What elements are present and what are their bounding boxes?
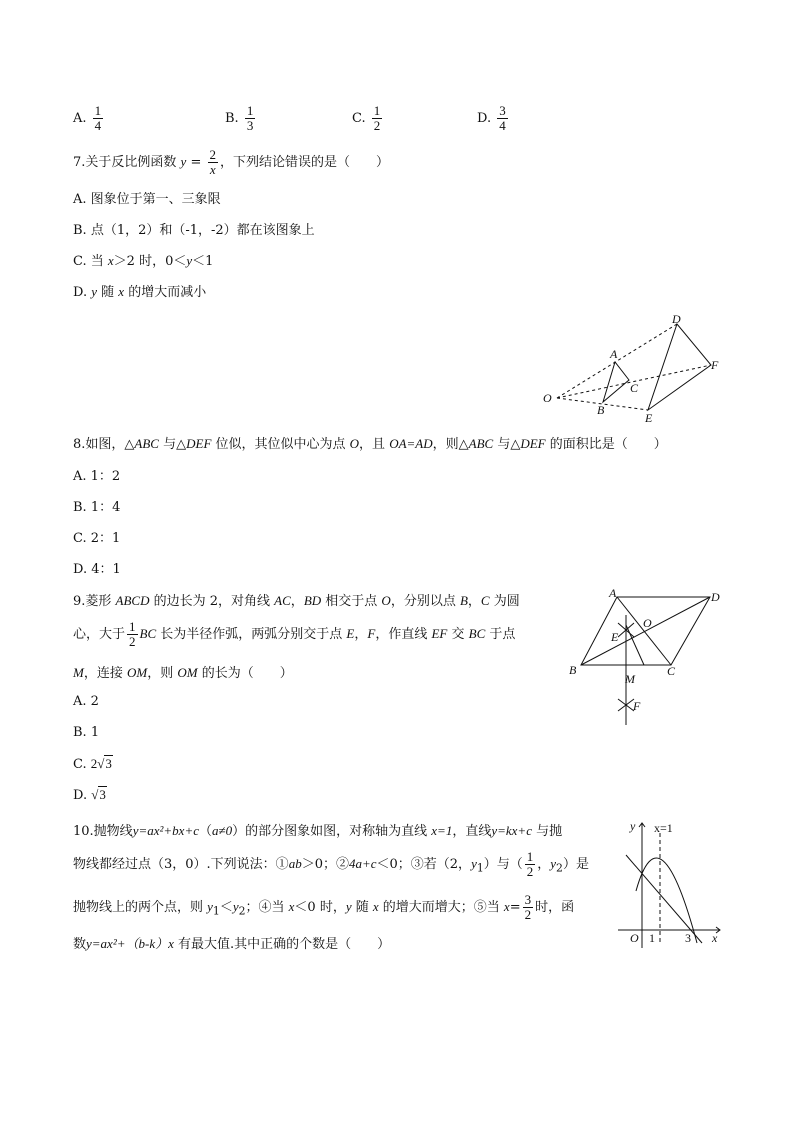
ray-od	[557, 324, 677, 398]
fraction: $\frac{1}{2}$	[526, 849, 534, 879]
fraction: $\frac{1}{3}$	[246, 103, 254, 133]
q9-stem-line-2: 心，大于 $\frac{1}{2}$ BC 长为半径作弧，两弧分别交于点 E，F，作直线 EF 交 BC 于点	[73, 619, 516, 649]
q7-stem: 7.关于反比例函数 y = $\frac{2}{x}$ ，下列结论错误的是（ ）	[73, 147, 390, 177]
triangle-abc	[603, 362, 629, 402]
sqrt-expression: √3	[91, 787, 106, 802]
fraction: $\frac{3}{4}$	[499, 103, 506, 133]
q8-homothety-figure	[535, 310, 725, 425]
q10-stem-line-3: 抛物线上的两个点，则 $y_1<y_2$；④当 x＜0 时，y 随 x 的增大而增大；⑤当 x= $\frac{3}{2}$ 时，函	[73, 892, 575, 922]
q9-option-b: B. 1	[73, 725, 100, 740]
q9-stem-line-1: 9.菱形 ABCD 的边长为 2，对角线 AC，BD 相交于点 O，分别以点 B，C 为圆	[73, 593, 520, 609]
q8-option-c: C. 2：1	[73, 531, 121, 546]
q7-option-c: C. 当 x＞2 时，0＜y＜1	[73, 253, 214, 269]
label-one: 1	[649, 931, 655, 945]
q9-rhombus-figure	[565, 585, 735, 730]
q8-stem: 8.如图，△ABC 与△DEF 位似，其位似中心为点 O，且 OA=AD，则△ABC 与△DEF 的面积比是（ ）	[73, 436, 667, 452]
label-y: y	[630, 819, 636, 833]
label-b: B	[597, 403, 605, 417]
q6-option-d: D. $\frac{3}{4}$	[477, 103, 506, 133]
q10-stem-line-1: 10.抛物线y=ax²+bx+c（a≠0）的部分图象如图，对称轴为直线 x=1，直线y=kx+c 与抛	[73, 823, 563, 839]
q10-stem-line-2: 物线都经过点（3，0）.下列说法：①ab＞0；②4a+c＜0；③若（2，$y_1$）与（ $\frac{1}{2}$ ，$y_2$）是	[73, 849, 589, 879]
label-f: F	[633, 699, 641, 713]
triangle-def	[648, 324, 711, 410]
label-x: x	[712, 931, 718, 945]
q8-option-b: B. 1：4	[73, 500, 121, 515]
sqrt-expression: 2√3	[90, 756, 112, 771]
label-c: C	[667, 664, 676, 678]
fraction: $\frac{2}{x}$	[209, 147, 216, 177]
label-origin: O	[630, 931, 639, 945]
q9-option-a: A. 2	[73, 694, 99, 709]
q7-option-d: D. y 随 x 的增大而减小	[73, 284, 207, 300]
label-d: D	[672, 312, 681, 326]
q6-option-a: A. $\frac{1}{4}$	[73, 103, 102, 133]
label-b: B	[569, 663, 577, 677]
q7-option-b: B. 点（1，2）和（-1，-2）都在该图象上	[73, 223, 315, 238]
label-e: E	[645, 411, 653, 425]
label-o: O	[543, 391, 552, 405]
label-d: D	[711, 590, 720, 604]
q6-option-c: C. $\frac{1}{2}$	[352, 103, 381, 133]
q8-option-d: D. 4：1	[73, 562, 121, 577]
label-a: A	[609, 586, 617, 600]
label-e: E	[611, 630, 619, 644]
fraction: $\frac{1}{2}$	[373, 103, 381, 133]
label-a: A	[610, 347, 618, 361]
fraction: $\frac{1}{4}$	[94, 103, 102, 133]
label-m: M	[625, 672, 635, 686]
q9-option-c: C. 2√3	[73, 756, 112, 772]
label-f: F	[711, 358, 719, 372]
label-three: 3	[685, 931, 691, 945]
q10-stem-line-4: 数y=ax²+（b-k）x 有最大值.其中正确的个数是（ ）	[73, 936, 391, 952]
label-axis: x=1	[654, 821, 673, 835]
q10-parabola-figure	[612, 815, 727, 950]
segment-om	[626, 625, 644, 665]
fraction: $\frac{3}{2}$	[524, 892, 532, 922]
q9-stem-line-3: M，连接 OM，则 OM 的长为（ ）	[73, 665, 293, 681]
q7-option-a: A. 图象位于第一、三象限	[73, 192, 221, 207]
label-c: C	[630, 381, 639, 395]
q6-option-b: B. $\frac{1}{3}$	[225, 103, 254, 133]
fraction: $\frac{1}{2}$	[129, 619, 136, 649]
label-o: O	[643, 616, 652, 630]
q9-option-d: D. √3	[73, 787, 106, 803]
q8-option-a: A. 1：2	[73, 469, 121, 484]
